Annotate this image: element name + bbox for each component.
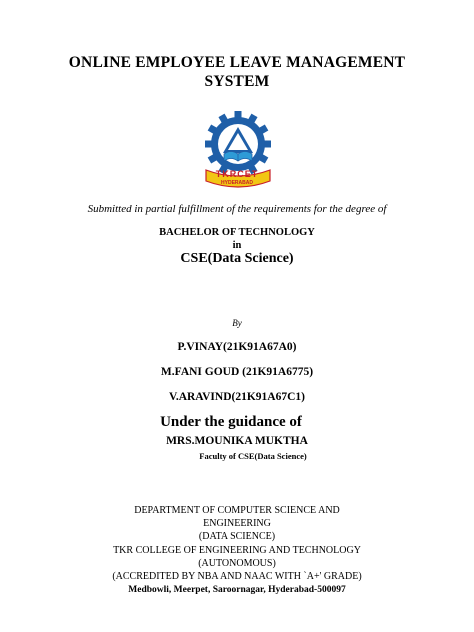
department-line-2: ENGINEERING (203, 518, 271, 529)
student-2: M.FANI GOUD (21K91A6775) (160, 366, 314, 378)
logo-text-sub: HYDERABAD (221, 180, 253, 186)
department-line-3: (DATA SCIENCE) (198, 531, 276, 542)
by-text: By (232, 318, 242, 328)
guidance-heading: Under the guidance of (160, 414, 302, 430)
title-line-1: ONLINE EMPLOYEE LEAVE MANAGEMENT (68, 54, 406, 71)
college-line-3: (ACCREDITED BY NBA AND NAAC WITH `A+' GRADE) (112, 571, 362, 582)
submitted-text: Submitted in partial fulfillment of the requirements for the degree of (87, 203, 387, 215)
guide-designation: Faculty of CSE(Data Science) (199, 451, 307, 461)
address-text: Medbowli, Meerpet, Saroornagar, Hyderabad-500097 (128, 585, 346, 595)
department-line-1: DEPARTMENT OF COMPUTER SCIENCE AND (134, 505, 340, 516)
in-word: in (232, 240, 242, 251)
guide-name: MRS.MOUNIKA MUKTHA (166, 435, 308, 447)
branch-text: CSE(Data Science) (180, 251, 294, 266)
student-1: P.VINAY(21K91A67A0) (177, 341, 297, 353)
title-line-2: SYSTEM (204, 73, 270, 90)
student-3: V.ARAVIND(21K91A67C1) (169, 391, 305, 403)
college-line-2: (AUTONOMOUS) (198, 558, 276, 569)
college-line-1: TKR COLLEGE OF ENGINEERING AND TECHNOLOGY (113, 545, 361, 556)
degree-text: BACHELOR OF TECHNOLOGY (159, 227, 315, 238)
logo-text-main: TKRCET (215, 169, 259, 179)
